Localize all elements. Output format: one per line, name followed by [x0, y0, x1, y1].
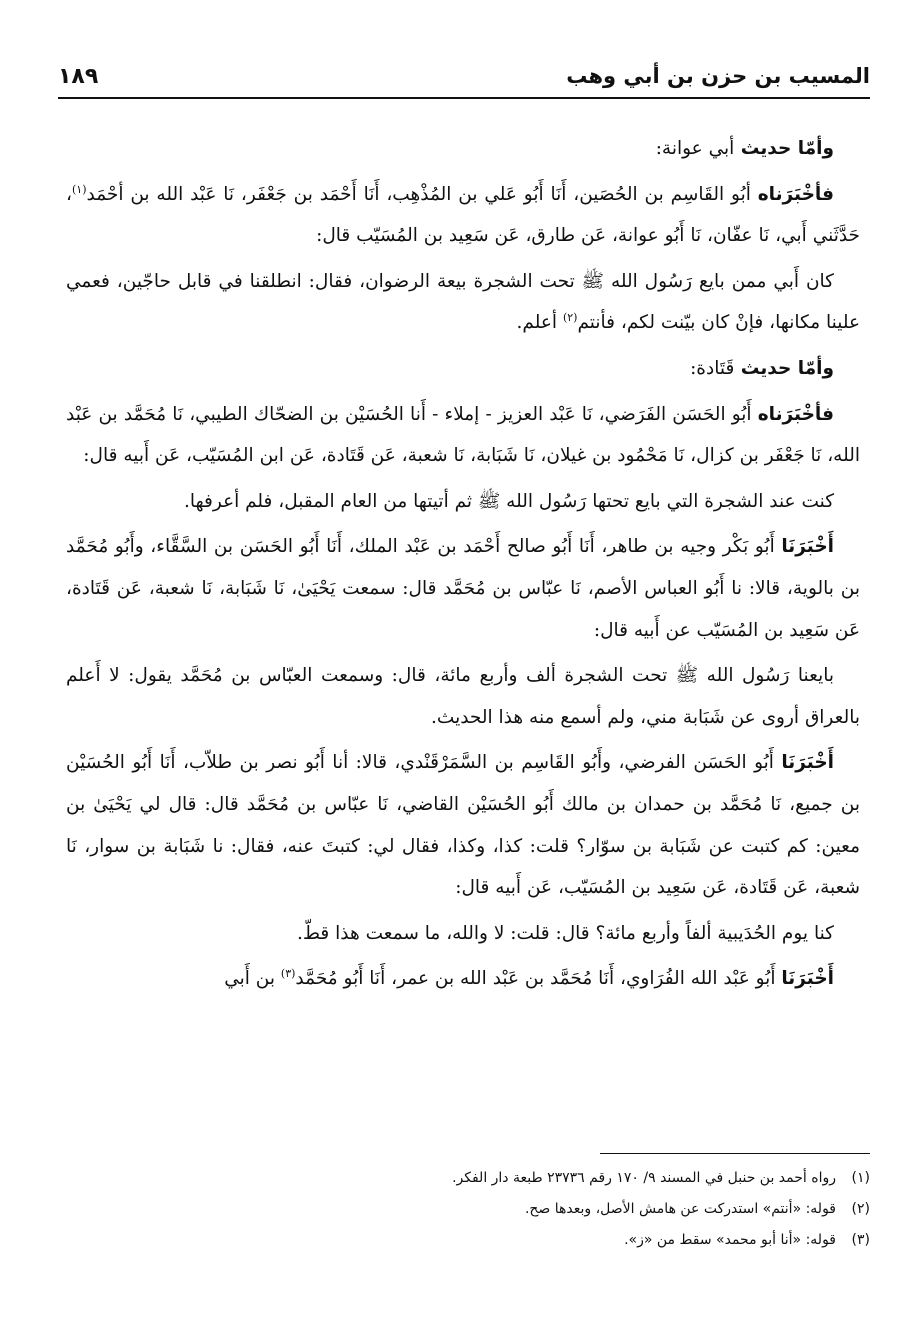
- text-run: بن أَبي: [224, 968, 281, 990]
- text-run: أبي عوانة:: [655, 138, 735, 159]
- text-run: أعلم.: [516, 312, 563, 334]
- paragraph: [66, 481, 860, 523]
- footnote: [60, 1225, 870, 1256]
- footnote-ref: (٣): [280, 967, 296, 981]
- paragraph: [66, 261, 860, 344]
- paragraph: [66, 348, 860, 390]
- header-rule: [58, 97, 870, 99]
- paragraph: [66, 913, 860, 955]
- main-text: [66, 128, 860, 1004]
- text-run: كنا يوم الحُدَيبية ألفاً وأربع مائة؟ قال: قلت: لا والله، ما سمعت هذا قطّ.: [296, 922, 834, 944]
- paragraph: [66, 174, 860, 257]
- bold-keyword: وأمّا حديث: [734, 138, 834, 159]
- footnote-text: قوله: «أنتم» استدركت عن هامش الأصل، وبعدها صح.: [524, 1201, 836, 1217]
- text-run: أَبُو الحَسَن الفرضي، وأَبُو القَاسِم بن السَّمَرْقَنْدي، قالا: أنا أَبُو نصر بن طلاّب، أَنَا أَبُو الحُسَيْن بن جميع، نَا مُحَمَّد بن حمدان بن مالك أَبُو الحُسَيْن القاضي، نَا عبّاس بن مُحَمَّد قال: قال لي يَحْيَىٰ بن معين: كم كتبت عن شَبَابة بن سوّار؟ قلت: كذا، وكذا، فقال لي: كتبتَ عنه، فقال: نا شَبَابة بن سوار، نَا شعبة، عَن قَتَادة، عَن سَعِيد بن المُسَيّب، عَن أَبيه قال:: [66, 752, 860, 899]
- paragraph: [66, 526, 860, 651]
- bold-keyword: أَخْبَرَنَا: [781, 752, 834, 774]
- text-run: قَتَادة:: [690, 357, 735, 379]
- paragraph: [66, 128, 860, 170]
- footnote-ref: (٢): [562, 311, 578, 325]
- footnote: [60, 1194, 870, 1225]
- text-run: أَبُو عَبْد الله الفُرَاوي، أَنَا مُحَمَّد بن عَبْد الله بن عمر، أَنَا أَبُو مُحَمَّد: [295, 968, 782, 990]
- footnote-number: (٣): [851, 1232, 870, 1248]
- paragraph: [66, 655, 860, 738]
- text-run: كان أَبي ممن بايع رَسُول الله ﷺ تحت الشجرة بيعة الرضوان، فقال: انطلقنا في قابل حاجّين، فعمي علينا مكانها، فإنْ كان بيّنت لكم، فأنتم: [66, 270, 860, 334]
- text-run: ، حَدَّثَني أَبي، نَا عفّان، نَا أَبُو عوانة، عَن طارق، عَن سَعِيد بن المُسَيّب قال:: [66, 183, 860, 247]
- paragraph: [66, 394, 860, 477]
- footnote: [60, 1163, 870, 1194]
- running-header: [58, 58, 870, 94]
- footnote-number: (٢): [851, 1201, 870, 1217]
- text-run: كنت عند الشجرة التي بايع تحتها رَسُول الله ﷺ ثم أتيتها من العام المقبل، فلم أعرفها.: [183, 490, 834, 512]
- bold-keyword: أَخْبَرَنَا: [781, 536, 834, 558]
- footnote-separator: [600, 1153, 870, 1154]
- text-run: أَبُو بَكْر وجيه بن طاهر، أَنَا أَبُو صالح أَحْمَد بن عَبْد الملك، أَنَا أَبُو الحَسَن بن السَّقَّاء، وأَبُو مُحَمَّد بن بالوية، قالا: نا أَبُو العباس الأصم، نَا عبّاس بن مُحَمَّد قال: سمعت يَحْيَىٰ، نَا شَبَابة، نَا شعبة، عَن قَتَادة، عَن سَعِيد بن المُسَيّب عن أَبيه قال:: [66, 536, 860, 641]
- footnote-text: رواه أحمد بن حنبل في المسند ٩/ ١٧٠ رقم ٢٣٧٣٦ طبعة دار الفكر.: [452, 1170, 836, 1186]
- footnote-ref: (١): [71, 182, 87, 196]
- text-run: أَبُو الحَسَن الفَرَضي، نَا عَبْد العزيز - إملاء - أَنا الحُسَيْن بن الضحّاك الطيبي، نَا مُحَمَّد بن عَبْد الله، نَا جَعْفَر بن كزال، نَا مَحْمُود بن غيلان، نَا شَبَابة، نَا شعبة، عَن قَتَادة، عَن ابن المُسَيّب، عَن أَبيه قال:: [66, 403, 860, 467]
- bold-keyword: فأخْبَرَناه: [757, 183, 834, 205]
- bold-keyword: أَخْبَرَنَا: [781, 968, 834, 990]
- paragraph: [66, 742, 860, 908]
- bold-keyword: فأخْبَرَناه: [757, 403, 834, 425]
- footnote-number: (١): [851, 1170, 870, 1186]
- running-title: المسيب بن حزن بن أبي وهب: [566, 64, 870, 88]
- footnotes: [60, 1163, 870, 1256]
- bold-keyword: وأمّا حديث: [734, 357, 834, 379]
- text-run: أبُو القَاسِم بن الحُصَين، أَنَا أَبُو عَلي بن المُذْهِب، أَنَا أَحْمَد بن جَعْفَر، نَا عَبْد الله بن أحْمَد: [86, 183, 758, 205]
- footnote-text: قوله: «أنا أبو محمد» سقط من «ز».: [624, 1232, 836, 1248]
- text-run: بايعنا رَسُول الله ﷺ تحت الشجرة ألف وأربع مائة، قال: وسمعت العبّاس بن مُحَمَّد يقول: لا أَعلم بالعراق أروى عن شَبَابة مني، ولم أسمع منه هذا الحديث.: [66, 665, 860, 728]
- paragraph: [66, 958, 860, 1000]
- page-number: ١٨٩: [58, 63, 99, 89]
